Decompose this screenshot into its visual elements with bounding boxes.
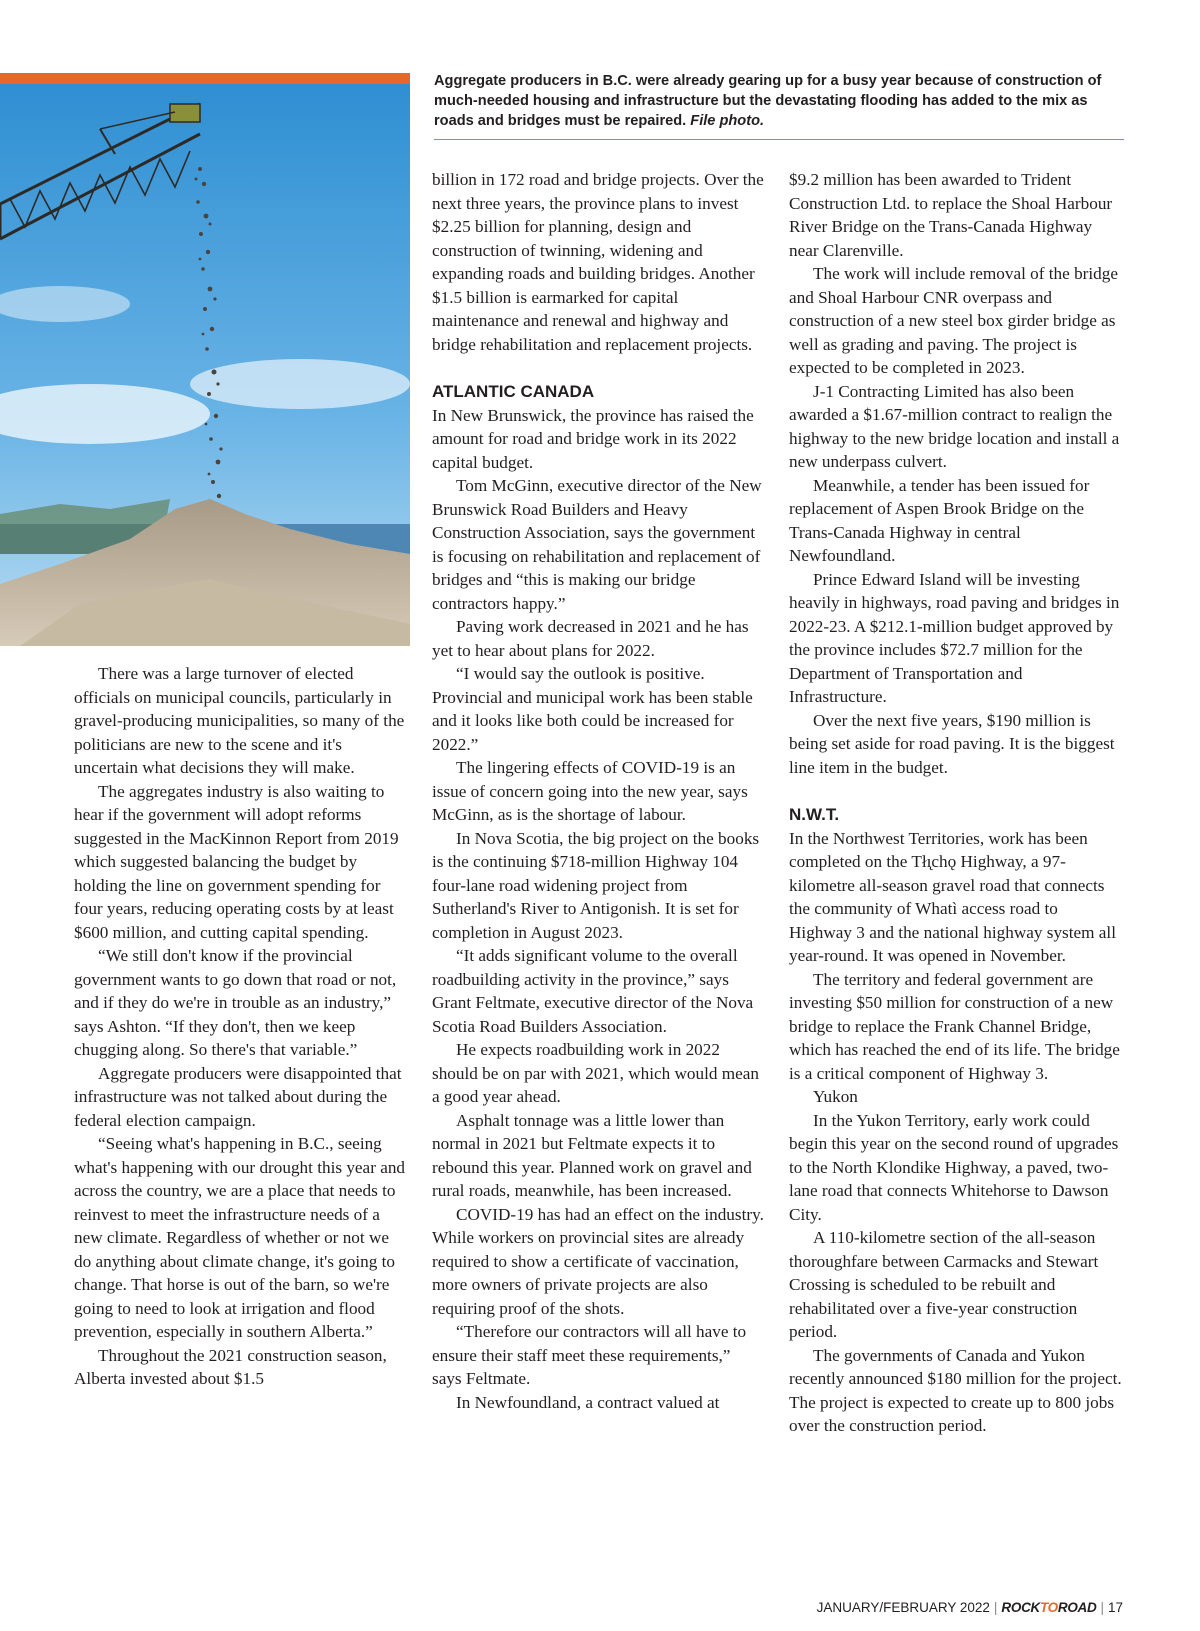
accent-bar: [0, 73, 410, 84]
paragraph: J-1 Contracting Limited has also been awarded a $1.67-million contract to realign the highway to the new bridge location and install a new underpass culvert.: [789, 381, 1120, 471]
magazine-logo: ROCKTOROAD: [1001, 1600, 1097, 1615]
paragraph: Over the next five years, $190 million is being set aside for road paving. It is the biggest line item in the budget.: [789, 710, 1115, 777]
page-number: 17: [1107, 1600, 1123, 1615]
paragraph: Throughout the 2021 construction season, Alberta invested about $1.5: [74, 1345, 387, 1388]
footer-separator: |: [993, 1600, 998, 1615]
paragraph: In the Northwest Territories, work has been completed on the Tłı̨chǫ Highway, a 97-kilometre all-season gravel road that connects the community of Whatì access road to Highway 3 and the national highway system all year-round. It was opened in November.: [789, 828, 1116, 965]
paragraph: $9.2 million has been awarded to Trident Construction Ltd. to replace the Shoal Harbour River Bridge on the Trans-Canada Highway near Clarenville.: [789, 170, 1113, 260]
paragraph: “It adds significant volume to the overall roadbuilding activity in the province,” says Grant Feltmate, executive director of the Nova Scotia Road Builders Association.: [432, 946, 754, 1036]
paragraph: “Seeing what's happening in B.C., seeing what's happening with our drought this year and across the country, we are a place that needs to reinvest to meet the infrastructure needs of a new climate. Regardless of whether or not we do anything about climate change, it's going to change. That horse is out of the barn, so we're going to need to look at irrigation and flood prevention, especially in southern Alberta.”: [74, 1134, 406, 1341]
paragraph: In New Brunswick, the province has raised the amount for road and bridge work in its 2022 capital budget.: [432, 405, 754, 472]
paragraph: In Newfoundland, a contract valued at: [456, 1392, 720, 1412]
paragraph: A 110-kilometre section of the all-season thoroughfare between Carmacks and Stewart Crossing is scheduled to be rebuilt and rehabilitated over a five-year construction period.: [789, 1228, 1099, 1341]
section-heading-atlantic-canada: ATLANTIC CANADA: [432, 382, 595, 401]
paragraph: Asphalt tonnage was a little lower than normal in 2021 but Feltmate expects it to rebound this year. Planned work on gravel and rural roads, meanwhile, has been increased.: [432, 1110, 752, 1200]
page-footer: [817, 1600, 1123, 1615]
paragraph: He expects roadbuilding work in 2022 should be on par with 2021, which would mean a good year ahead.: [432, 1040, 759, 1106]
aggregate-conveyor-photo: [0, 84, 410, 646]
paragraph: COVID-19 has had an effect on the industry. While workers on provincial sites are already required to show a certificate of vaccination, more owners of private projects are also requiring proof of the shots.: [432, 1204, 764, 1318]
paragraph: “Therefore our contractors will all have to ensure their staff meet these requirements,” says Feltmate.: [432, 1322, 747, 1388]
paragraph: “We still don't know if the provincial government wants to go down that road or not, and if they do we're in trouble as an industry,” says Ashton. “If they don't, then we keep chugging along. So there's that variable.”: [74, 946, 397, 1059]
photo-caption: [434, 72, 1124, 131]
caption-divider: [434, 139, 1124, 140]
column-middle: [432, 168, 764, 1414]
paragraph: Tom McGinn, executive director of the New Brunswick Road Builders and Heavy Construction Association, says the government is focusing on rehabilitation and replacement of bridges and “this is making our bridge contractors happy.”: [432, 476, 762, 613]
column-right: [789, 168, 1123, 1438]
column-left: [74, 662, 406, 1391]
paragraph: In the Yukon Territory, early work could begin this year on the second round of upgrades to the North Klondike Highway, a paved, two-lane road that connects Whitehorse to Dawson City.: [789, 1110, 1119, 1224]
paragraph: Paving work decreased in 2021 and he has yet to hear about plans for 2022.: [432, 617, 749, 660]
caption-text: Aggregate producers in B.C. were already gearing up for a busy year because of construction of much-needed housing and infrastructure but the devastating flooding has added to the mix as roads and bridges must be repaired.: [434, 73, 1102, 129]
paragraph: There was a large turnover of elected officials on municipal councils, particularly in gravel-producing municipalities, so many of the politicians are new to the scene and it's uncertain what decisions they will make.: [74, 664, 405, 777]
paragraph: billion in 172 road and bridge projects. Over the next three years, the province plans to invest $2.25 billion for planning, design and construction of twinning, widening and expanding roads and building bridges. Another $1.5 billion is earmarked for capital maintenance and renewal and highway and bridge rehabilitation and replacement projects.: [432, 170, 764, 354]
footer-separator: |: [1100, 1600, 1104, 1615]
paragraph: The territory and federal government are investing $50 million for construction of a new bridge to replace the Frank Channel Bridge, which has reached the end of its life. The bridge is a critical component of Highway 3.: [789, 969, 1120, 1083]
paragraph-yukon-label: Yukon: [813, 1087, 858, 1106]
issue-date: JANUARY/FEBRUARY 2022: [816, 1600, 990, 1615]
paragraph: The work will include removal of the bridge and Shoal Harbour CNR overpass and construction of a new steel box girder bridge as well as grading and paving. The project is expected to be completed in 2023.: [789, 264, 1118, 377]
paragraph: The aggregates industry is also waiting to hear if the government will adopt reforms suggested in the MacKinnon Report from 2019 which suggested balancing the budget by holding the line on government spending for four years, reducing operating costs by at least $600 million, and cutting capital spending.: [74, 781, 399, 942]
paragraph: In Nova Scotia, the big project on the books is the continuing $718-million Highway 104 four-lane road widening project from Sutherland's River to Antigonish. It is set for completion in August 2023.: [432, 828, 760, 942]
section-heading-nwt: N.W.T.: [789, 805, 840, 824]
caption-credit: File photo.: [690, 112, 765, 129]
paragraph: Aggregate producers were disappointed that infrastructure was not talked about during the federal election campaign.: [74, 1063, 402, 1130]
paragraph: Prince Edward Island will be investing heavily in highways, road paving and bridges in 2022-23. A $212.1-million budget approved by the province includes $72.7 million for the Department of Transportation and Infrastructure.: [789, 569, 1120, 706]
paragraph: The lingering effects of COVID-19 is an issue of concern going into the new year, says McGinn, as is the shortage of labour.: [432, 758, 748, 824]
paragraph: The governments of Canada and Yukon recently announced $180 million for the project. The project is expected to create up to 800 jobs over the construction period.: [789, 1345, 1122, 1435]
paragraph: “I would say the outlook is positive. Provincial and municipal work has been stable and it looks like both could be increased for 2022.”: [432, 664, 753, 754]
paragraph: Meanwhile, a tender has been issued for replacement of Aspen Brook Bridge on the Trans-Canada Highway in central Newfoundland.: [789, 475, 1090, 565]
